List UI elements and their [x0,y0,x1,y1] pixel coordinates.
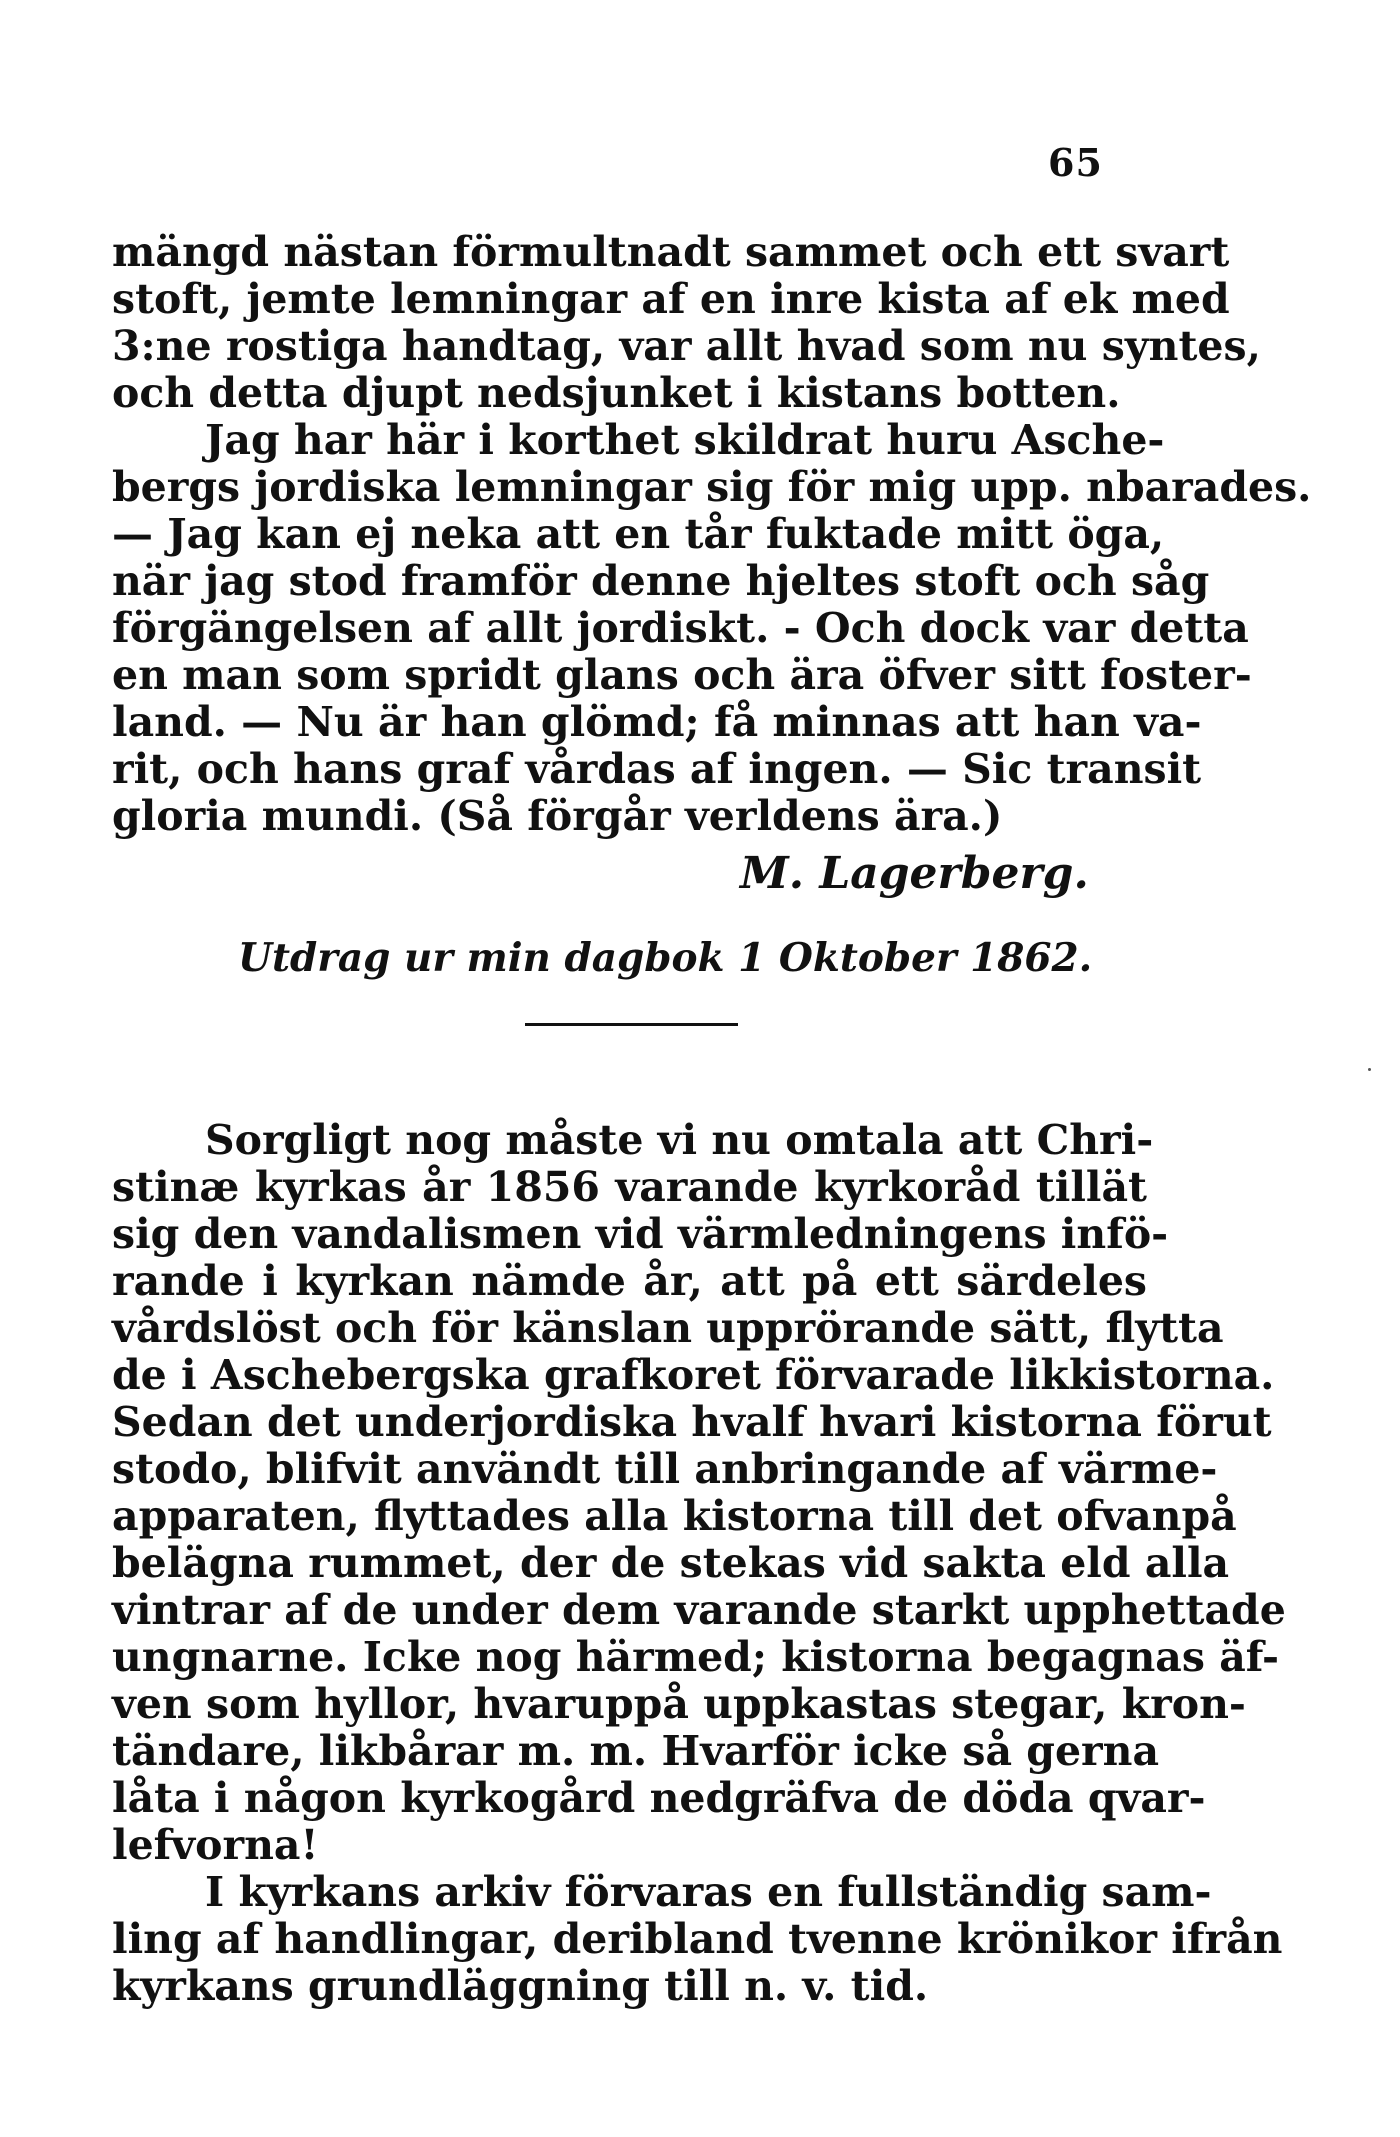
text-line: I kyrkans arkiv förvaras en fullständig sam- [205,1868,1212,1916]
page-number: 65 [1048,140,1103,185]
text-line: — Jag kan ej neka att en tår fuktade mitt öga, [112,510,1165,558]
text-line: 3:ne rostiga handtag, var allt hvad som nu syntes, [112,322,1261,370]
text-line: vintrar af de under dem varande starkt upphettade [112,1586,1286,1634]
text-line: och detta djupt nedsjunket i kistans botten. [112,369,1121,417]
text-line: vårdslöst och för känslan upprörande sätt, flytta [112,1304,1224,1352]
text-line: Jag har här i korthet skildrat huru Asche- [205,416,1165,464]
text-line: kyrkans grundläggning till n. v. tid. [112,1962,929,2010]
text-line: när jag stod framför denne hjeltes stoft och såg [112,557,1210,605]
text-line: apparaten, flyttades alla kistorna till det ofvanpå [112,1492,1237,1540]
text-line: belägna rummet, der de stekas vid sakta eld alla [112,1539,1230,1587]
text-line: ling af handlingar, deribland tvenne krönikor ifrån [112,1915,1283,1963]
text-line: ven som hyllor, hvaruppå uppkastas stegar, kron- [112,1680,1246,1728]
text-line: stoft, jemte lemningar af en inre kista af ek med [112,275,1230,323]
text-line: land. — Nu är han glömd; få minnas att han va- [112,698,1202,746]
text-line: låta i någon kyrkogård nedgräfva de döda qvar- [112,1774,1206,1822]
text-line: tändare, likbårar m. m. Hvarför icke så gerna [112,1727,1160,1775]
text-line: lefvorna! [112,1821,319,1869]
text-line: ungnarne. Icke nog härmed; kistorna begagnas äf- [112,1633,1279,1681]
dateline: Utdrag ur min dagbok 1 Oktober 1862. [238,935,1093,981]
text-line: en man som spridt glans och ära öfver sitt foster- [112,651,1252,699]
text-line: de i Aschebergska grafkoret förvarade likkistorna. [112,1351,1275,1399]
text-line: gloria mundi. (Så förgår verldens ära.) [112,792,1003,840]
text-line: stodo, blifvit användt till anbringande af värme- [112,1445,1218,1493]
text-line: rit, och hans graf vårdas af ingen. — Sic transit [112,745,1202,793]
text-line: sig den vandalismen vid värmledningens infö- [112,1210,1169,1258]
text-line: mängd nästan förmultnadt sammet och ett svart [112,228,1230,276]
text-line: förgängelsen af allt jordiskt. - Och dock var detta [112,604,1249,652]
text-line: stinæ kyrkas år 1856 varande kyrkoråd tillät [112,1163,1147,1211]
text-line: bergs jordiska lemningar sig för mig upp. nbarades. [112,463,1312,511]
print-speck [1368,1068,1371,1071]
section-divider [525,1023,738,1026]
text-line: rande i kyrkan nämde år, att på ett särdeles [112,1257,1147,1305]
author-signature: M. Lagerberg. [740,848,1089,899]
text-line: Sorgligt nog måste vi nu omtala att Chri- [205,1116,1154,1164]
text-line: Sedan det underjordiska hvalf hvari kistorna förut [112,1398,1272,1446]
